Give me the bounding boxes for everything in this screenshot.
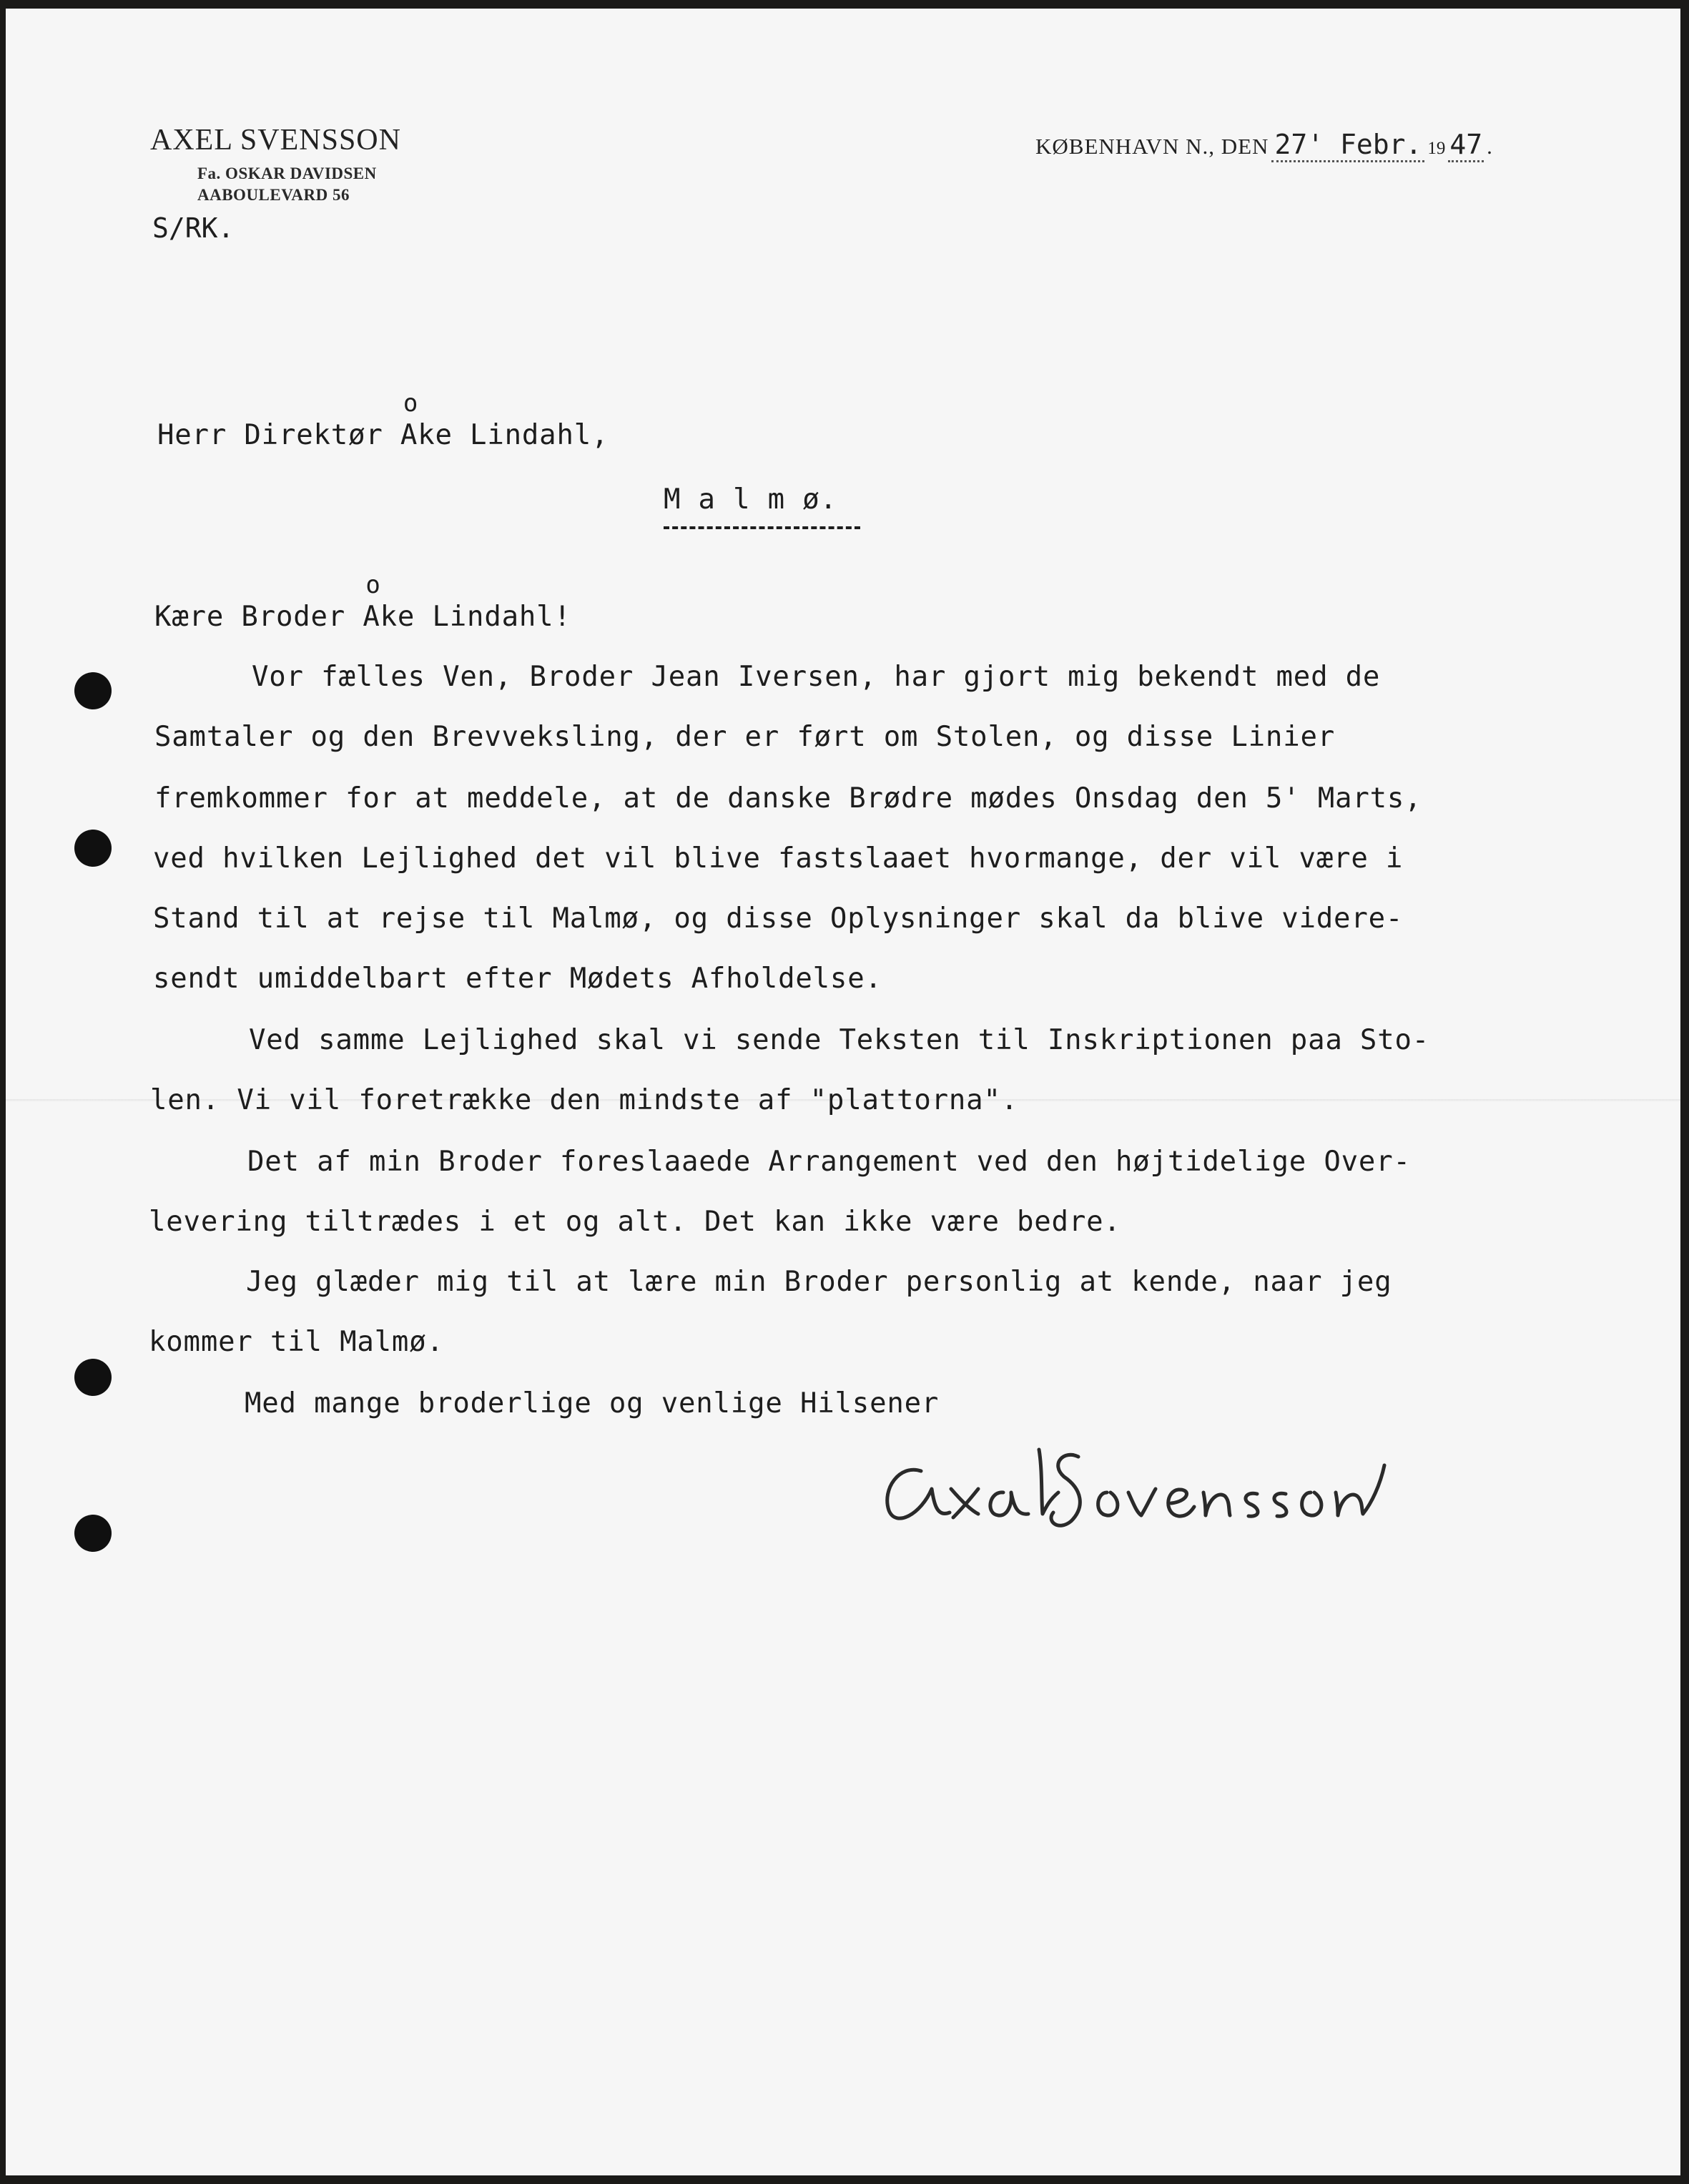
closing-line: Med mange broderlige og venlige Hilsener	[245, 1387, 940, 1420]
body-line: levering tiltrædes i et og alt. Det kan ikke være bedre.	[149, 1206, 1121, 1238]
punch-hole	[74, 1359, 112, 1396]
letter-page	[6, 9, 1680, 2175]
dateline	[1035, 129, 1492, 160]
letterhead-name: AXEL SVENSSON	[150, 124, 401, 157]
body-line: Vor fælles Ven, Broder Jean Iversen, har gjort mig bekendt med de	[252, 661, 1381, 693]
body-line: Det af min Broder foreslaaede Arrangement ved den højtidelige Over-	[247, 1146, 1411, 1178]
salutation-initial: o A	[363, 601, 380, 633]
recipient-name: ke Lindahl,	[418, 419, 609, 451]
salutation-end: ke Lindahl!	[380, 601, 571, 633]
signature	[871, 1421, 1400, 1543]
recipient-initial: o A	[400, 419, 418, 451]
body-line: len. Vi vil foretrække den mindste af "plattorna".	[150, 1084, 1018, 1116]
body-line: Ved samme Lejlighed skal vi sende Teksten til Inskriptionen paa Sto-	[249, 1024, 1430, 1056]
punch-hole	[74, 672, 112, 709]
recipient-title: Herr Direktør	[157, 419, 400, 451]
recipient-city: M a l m ø.	[664, 483, 837, 516]
body-line: Jeg glæder mig til at lære min Broder personlig at kende, naar jeg	[246, 1266, 1392, 1298]
punch-hole	[74, 830, 112, 867]
dateline-end-dot: .	[1487, 134, 1492, 159]
body-line: Samtaler og den Brevveksling, der er ført om Stolen, og disse Linier	[154, 721, 1336, 753]
recipient-line	[157, 419, 609, 451]
salutation-start: Kære Broder	[154, 601, 363, 633]
letterhead-address: AABOULEVARD 56	[197, 186, 350, 204]
city-underline	[664, 526, 860, 529]
dateline-year-prefix: 19	[1427, 139, 1446, 158]
reference-code: S/RK.	[152, 212, 235, 244]
salutation	[154, 601, 571, 633]
body-line: fremkommer for at meddele, at de danske Brødre mødes Onsdag den 5' Marts,	[154, 782, 1422, 815]
dateline-day-month: 27' Febr.	[1271, 129, 1424, 162]
body-line: kommer til Malmø.	[149, 1326, 444, 1358]
dateline-prefix: KØBENHAVN N., DEN	[1035, 134, 1269, 159]
dateline-year: 47	[1448, 129, 1484, 162]
body-line: sendt umiddelbart efter Mødets Afholdelse.	[153, 963, 882, 995]
body-line: ved hvilken Lejlighed det vil blive fastslaaet hvormange, der vil være i	[153, 842, 1404, 875]
letterhead-firm: Fa. OSKAR DAVIDSEN	[197, 164, 377, 182]
punch-hole	[74, 1515, 112, 1552]
body-line: Stand til at rejse til Malmø, og disse Oplysninger skal da blive videre-	[153, 902, 1404, 935]
